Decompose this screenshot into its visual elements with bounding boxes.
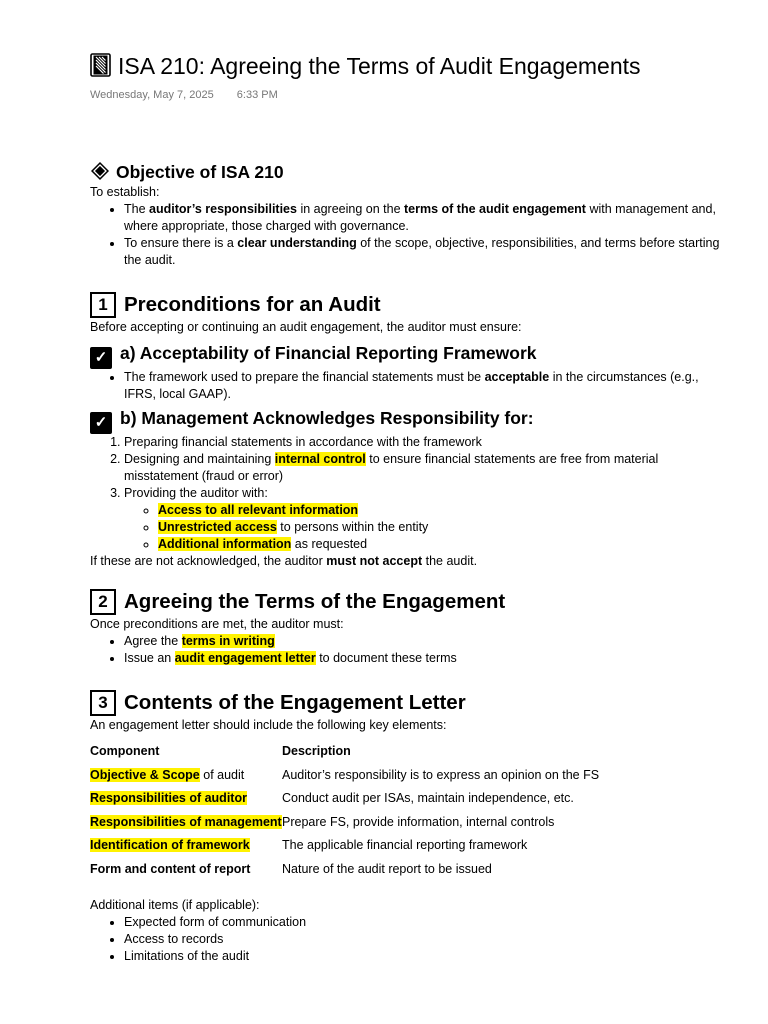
objective-heading — [90, 160, 720, 184]
preconditions-note: If these are not acknowledged, the auditor must not accept the audit. — [90, 554, 478, 568]
list-item: ◦ Additional information as requested — [158, 536, 720, 553]
list-item: • Expected form of communication — [124, 914, 720, 931]
table-row: Responsibilities of auditor Conduct audit per ISAs, maintain independence, etc. — [90, 791, 574, 806]
meta-date: Wednesday, May 7, 2025 — [90, 89, 214, 101]
preconditions-heading-text: Preconditions for an Audit — [124, 293, 381, 316]
list-item: 1. Preparing financial statements in accordance with the framework — [124, 434, 720, 451]
page-meta — [90, 87, 278, 104]
agreeing-section — [90, 588, 720, 667]
table-row: Objective & Scope of audit Auditor’s responsibility is to express an opinion on the FS — [90, 767, 600, 782]
list-item: • Limitations of the audit — [124, 948, 720, 965]
preconditions-section — [90, 291, 720, 570]
table-row: Form and content of report Nature of the audit report to be issued — [90, 861, 492, 876]
table-row: Responsibilities of management Prepare FS, provide information, internal controls — [90, 814, 555, 829]
diamond-icon — [90, 161, 110, 181]
objective-list — [90, 201, 720, 269]
meta-time: 6:33 PM — [236, 89, 278, 101]
checkmark-icon: ✓ — [90, 412, 112, 434]
list-item: • Access to records — [124, 931, 720, 948]
list-item: • The framework used to prepare the financial statements must be acceptable in the circumstances (e.g., IFRS, local GAAP). — [124, 369, 720, 403]
contents-intro: An engagement letter should include the following key elements: — [90, 718, 447, 732]
additional-intro: Additional items (if applicable): — [90, 898, 260, 912]
number-badge: 2 — [90, 589, 116, 615]
contents-heading-text: Contents of the Engagement Letter — [124, 691, 466, 714]
subheading-b — [90, 406, 720, 434]
column-header: Component — [90, 744, 160, 759]
contents-heading — [90, 689, 720, 717]
agreeing-list — [90, 633, 720, 667]
additional-list — [90, 914, 720, 965]
list-item: 2. Designing and maintaining internal control to ensure financial statements are free from material misstatement (fraud or error) — [124, 451, 720, 485]
list-item: ◦ Unrestricted access to persons within the entity — [158, 519, 720, 536]
checkmark-icon: ✓ — [90, 347, 112, 369]
column-header: Description — [282, 744, 351, 759]
subheading-b-text: b) Management Acknowledges Responsibility for: — [120, 408, 534, 428]
objective-intro: To establish: — [90, 185, 160, 199]
table-row: Identification of framework The applicable financial reporting framework — [90, 838, 528, 853]
agreeing-heading — [90, 588, 720, 616]
subheading-a — [90, 341, 720, 369]
list-item: • The auditor’s responsibilities in agreeing on the terms of the audit engagement with management and, where appropriate, those charged with governance. — [124, 201, 720, 235]
table-header-row — [90, 740, 599, 764]
list-item: • Issue an audit engagement letter to document these terms — [124, 650, 720, 667]
subheading-a-text: a) Acceptability of Financial Reporting Framework — [120, 343, 537, 363]
agreeing-intro: Once preconditions are met, the auditor must: — [90, 617, 344, 631]
preconditions-intro: Before accepting or continuing an audit engagement, the auditor must ensure: — [90, 320, 522, 334]
list-item: 3. Providing the auditor with: ◦ Access to all relevant information ◦ Unrestricted access to persons within the entity ◦ Additional information as requested — [124, 485, 720, 553]
preconditions-heading — [90, 291, 720, 319]
framework-list — [90, 369, 720, 403]
list-item: ◦ Access to all relevant information — [158, 502, 720, 519]
page-title — [90, 50, 641, 82]
objective-heading-text: Objective of ISA 210 — [116, 162, 284, 182]
provide-sublist — [124, 502, 720, 553]
list-item: • To ensure there is a clear understanding of the scope, objective, responsibilities, and terms before starting the audit. — [124, 235, 720, 269]
list-item: • Agree the terms in writing — [124, 633, 720, 650]
title-text: ISA 210: Agreeing the Terms of Audit Engagements — [118, 53, 641, 79]
number-badge: 3 — [90, 690, 116, 716]
agreeing-heading-text: Agreeing the Terms of the Engagement — [124, 590, 506, 613]
number-badge: 1 — [90, 292, 116, 318]
objective-section — [90, 160, 720, 269]
elements-table — [90, 740, 599, 881]
contents-section — [90, 689, 720, 965]
notebook-icon — [90, 53, 112, 77]
responsibility-list — [90, 434, 720, 553]
